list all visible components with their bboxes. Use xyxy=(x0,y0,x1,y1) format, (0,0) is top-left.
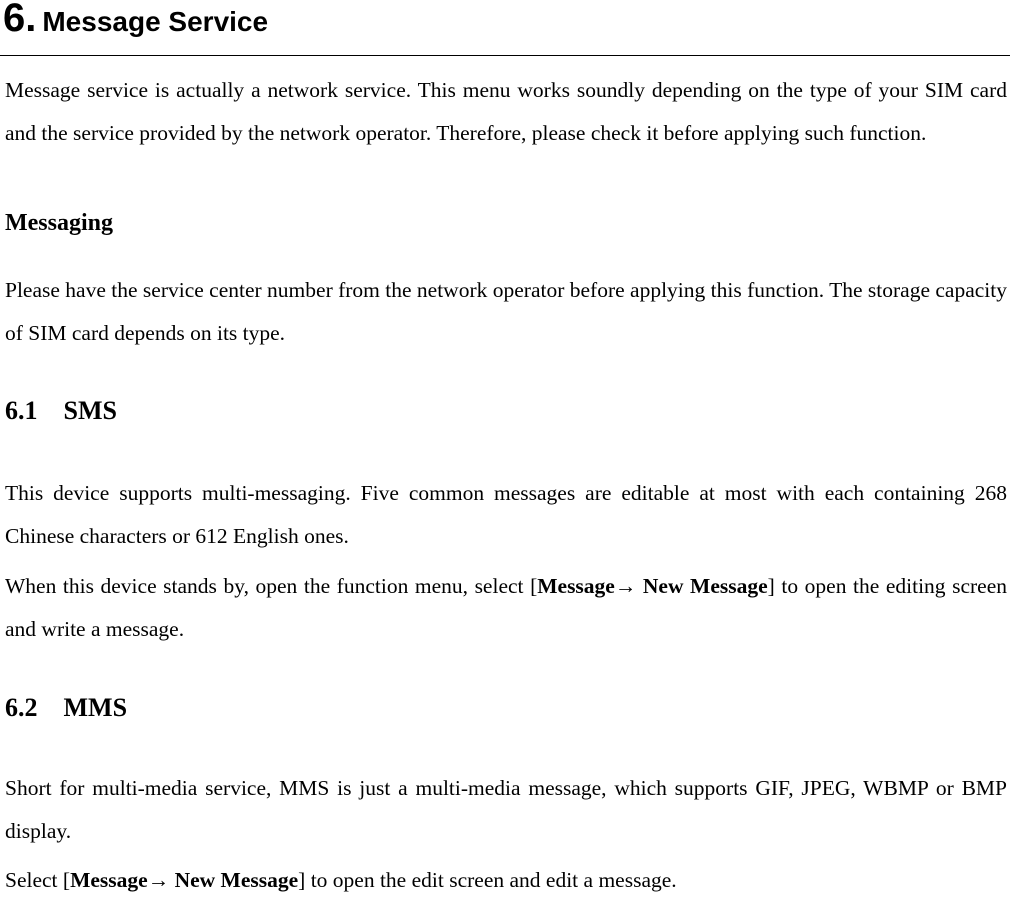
heading-rule xyxy=(0,55,1010,56)
intro-paragraph: Message service is actually a network service. This menu works soundly depending on the type of your SIM card and the service provided by the network operator. Therefore, please check it before applying such function. xyxy=(5,78,1007,145)
section-number: 6.2 xyxy=(5,693,38,722)
section-title: SMS xyxy=(63,396,117,425)
chapter-title: Message Service xyxy=(42,6,269,37)
sms-paragraph-2 xyxy=(5,565,1007,651)
text: ] to open the editing screen and write a message. xyxy=(5,574,1008,641)
chapter-number: 6. xyxy=(3,0,37,40)
section-number: 6.1 xyxy=(5,396,38,425)
menu-path: Message→ New Message xyxy=(537,574,768,598)
text: Select [ xyxy=(5,868,71,892)
text: ] to open the edit screen and edit a message. xyxy=(298,868,677,892)
menu-path: Message→ New Message xyxy=(70,868,299,892)
section-sms-heading xyxy=(5,396,117,426)
sms-paragraph-1: This device supports multi-messaging. Five common messages are editable at most with each containing 268 Chinese characters or 612 English ones. xyxy=(5,481,1007,548)
mms-paragraph-2 xyxy=(5,859,1007,902)
messaging-heading: Messaging xyxy=(5,210,113,236)
messaging-paragraph: Please have the service center number from the network operator before applying this function. The storage capacity of SIM card depends on its type. xyxy=(5,278,1007,345)
text: When this device stands by, open the function menu, select [ xyxy=(5,574,538,598)
section-title: MMS xyxy=(63,693,128,722)
chapter-heading xyxy=(3,0,268,41)
section-mms-heading xyxy=(5,693,127,723)
mms-paragraph-1: Short for multi-media service, MMS is just a multi-media message, which supports GIF, JPEG, WBMP or BMP display. xyxy=(5,776,1007,843)
